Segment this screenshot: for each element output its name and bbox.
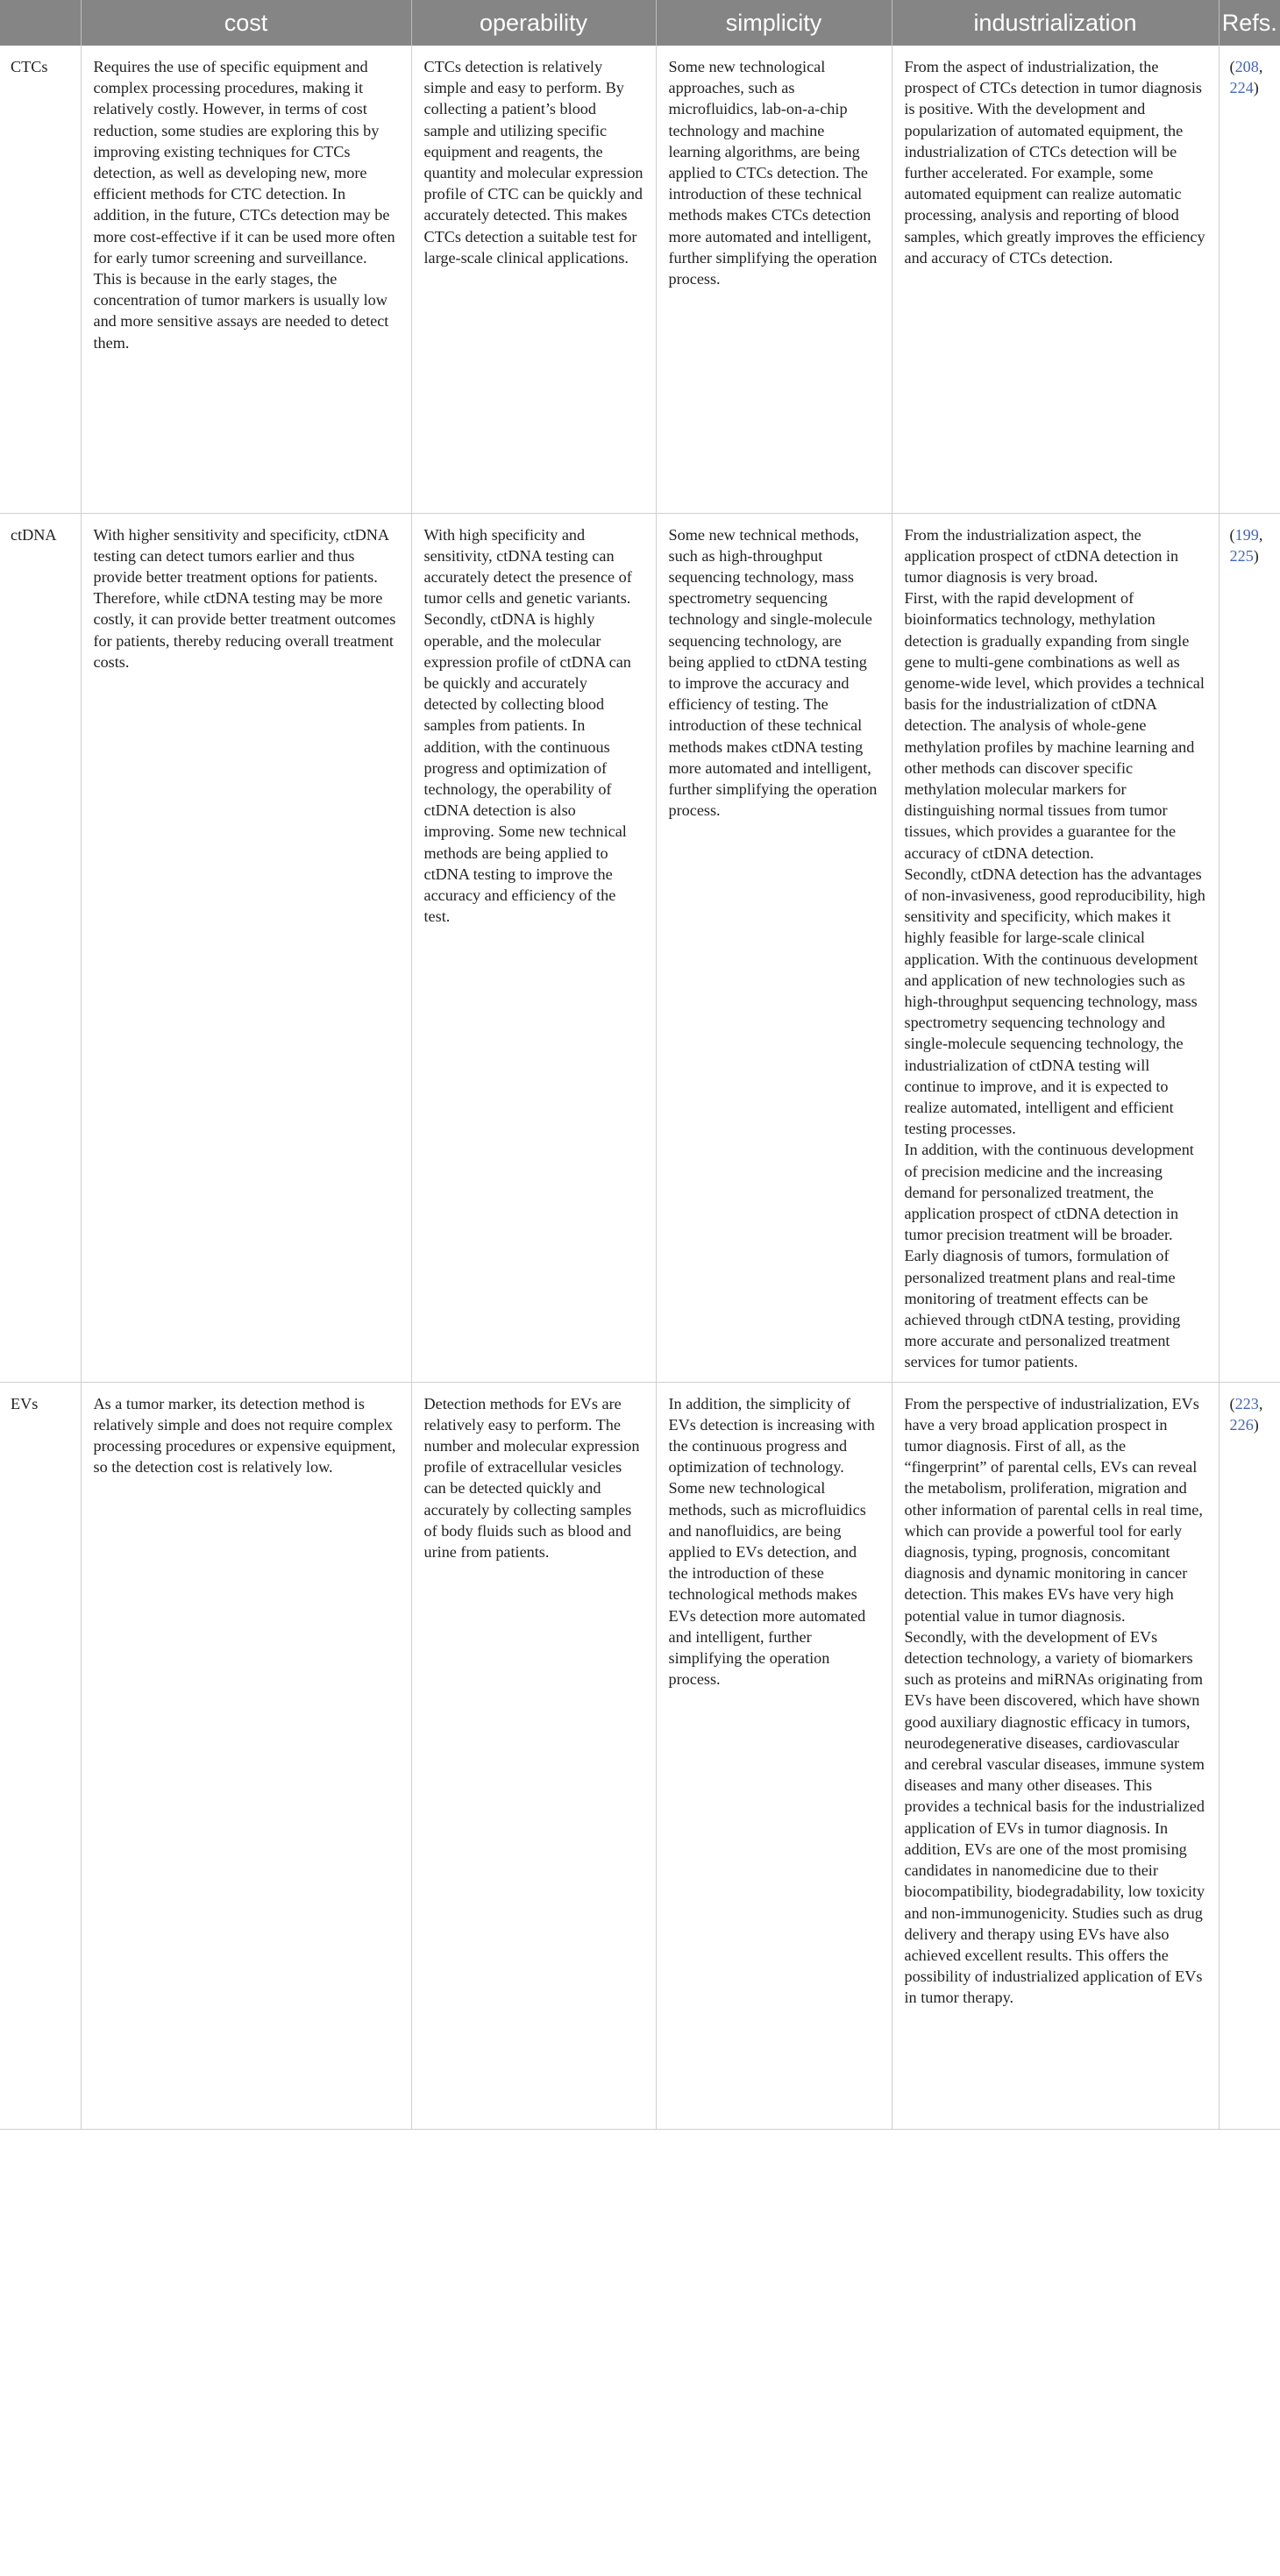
simplicity-paragraph: In addition, the simplicity of EVs detection is increasing with the continuous progress and optimization of technology. Some new technological methods, such as microfluidics and nanofluidics, are being applied to EVs detection, and the introduction of these technological methods makes EVs detection more automated and intelligent, further simplifying the operation process. (668, 1394, 875, 1689)
operability-paragraph: With high specificity and sensitivity, ctDNA testing can accurately detect the presence of tumor cells and genetic variants. (423, 525, 632, 608)
refs-open-paren: ( (1229, 525, 1235, 544)
reference-link[interactable]: 208 (1234, 58, 1259, 75)
refs-cell (1219, 1382, 1280, 2129)
refs-open-paren: ( (1229, 58, 1235, 75)
refs-open-paren: ( (1229, 1394, 1235, 1413)
industrialization-paragraph: From the aspect of industrialization, the prospect of CTCs detection in tumor diagnosis is positive. With the development and popularization of automated equipment, the industrialization of CTCs detection will be further accelerated. For example, some automated equipment can realize automatic processing, analysis and reporting of blood samples, which greatly improves the efficiency and accuracy of CTCs detection. (904, 58, 1205, 267)
table-row (0, 1382, 1280, 2129)
simplicity-cell (656, 513, 892, 1382)
refs-separator: , (1258, 1394, 1263, 1413)
refs-close-paren: ) (1253, 79, 1259, 97)
header-cost: cost (81, 0, 411, 46)
refs-close-paren: ) (1253, 1415, 1259, 1434)
industrialization-paragraph: Secondly, with the development of EVs detection technology, a variety of biomarkers such as proteins and miRNAs originating from EVs have been discovered, which have shown good auxiliary diagnostic efficacy in tumors, neurodegenerative diseases, cardiovascular and cerebral vascular diseases, immune system diseases and many other diseases. This provides a technical basis for the industrialized application of EVs in tumor diagnosis. In addition, EVs are one of the most promising candidates in nanomedicine due to their biocompatibility, biodegradability, low toxicity and non-immunogenicity. Studies such as drug delivery and therapy using EVs have also achieved excellent results. This offers the possibility of industrialized application of EVs in tumor therapy. (904, 1627, 1205, 2007)
table-row (0, 513, 1280, 1382)
header-row (0, 0, 1280, 46)
cost-paragraph: As a tumor marker, its detection method is relatively simple and does not require complex processing procedures or expensive equipment, so the detection cost is relatively low. (93, 1394, 396, 1477)
cost-paragraph: Requires the use of specific equipment and complex processing procedures, making it relatively costly. However, in terms of cost reduction, some studies are exploring this by improving existing techniques for CTCs detection, as well as developing new, more efficient methods for CTC detection. In addition, in the future, CTCs detection may be more cost-effective if it can be used more often for early tumor screening and surveillance. This is because in the early stages, the concentration of tumor markers is usually low and more sensitive assays are needed to detect them. (93, 58, 395, 352)
simplicity-paragraph: Some new technological approaches, such as microfluidics, lab-on-a-chip technology and machine learning algorithms, are being applied to CTCs detection. The introduction of these technical methods makes CTCs detection more automated and intelligent, further simplifying the operation process. (668, 58, 878, 288)
reference-link[interactable]: 199 (1234, 525, 1259, 544)
operability-cell (411, 46, 656, 513)
header-operability: operability (411, 0, 656, 46)
operability-paragraph: CTCs detection is relatively simple and easy to perform. By collecting a patient’s blood sample and utilizing specific equipment and reagents, the quantity and molecular expression profile of CTC can be quickly and accurately detected. This makes CTCs detection a suitable test for large-scale clinical applications. (423, 58, 644, 267)
industrialization-paragraph: In addition, with the continuous development of precision medicine and the increasing demand for personalized treatment, the application prospect of ctDNA detection in tumor precision treatment will be broader. Early diagnosis of tumors, formulation of personalized treatment plans and real-time monitoring of treatment effects can be achieved through ctDNA testing, providing more accurate and personalized treatment services for tumor patients. (904, 1141, 1194, 1371)
operability-paragraph: Secondly, ctDNA is highly operable, and the molecular expression profile of ctDNA can be quickly and accurately detected by collecting blood samples from patients. In addition, with the continuous progress and optimization of technology, the operability of ctDNA detection is also improving. Some new technical methods are being applied to ctDNA testing to improve the accuracy and efficiency of the test. (423, 610, 631, 926)
header-simplicity: simplicity (656, 0, 892, 46)
operability-cell (411, 513, 656, 1382)
refs-cell (1219, 513, 1280, 1382)
operability-paragraph: Detection methods for EVs are relatively easy to perform. The number and molecular expression profile of extracellular vesicles can be detected quickly and accurately by collecting samples of body fluids such as blood and urine from patients. (423, 1394, 640, 1562)
industrialization-cell (892, 1382, 1219, 2129)
header-refs: Refs. (1219, 0, 1280, 46)
table-row (0, 46, 1280, 513)
industrialization-paragraph: From the perspective of industrialization, EVs have a very broad application prospect in tumor diagnosis. First of all, as the “fingerprint” of parental cells, EVs can reveal the metabolism, proliferation, migration and other information of parental cells in real time, which can provide a powerful tool for early diagnosis, typing, prognosis, concomitant diagnosis and dynamic monitoring in cancer detection. This makes EVs have very high potential value in tumor diagnosis. (904, 1394, 1203, 1625)
industrialization-cell (892, 513, 1219, 1382)
refs-cell (1219, 46, 1280, 513)
reference-link[interactable]: 225 (1229, 546, 1254, 565)
row-label: ctDNA (0, 513, 81, 1382)
industrialization-paragraph: From the industrialization aspect, the application prospect of ctDNA detection in tumor diagnosis is very broad. (904, 525, 1179, 586)
table-body (0, 46, 1280, 2129)
cost-cell (81, 1382, 411, 2129)
row-label: CTCs (0, 46, 81, 513)
simplicity-cell (656, 46, 892, 513)
simplicity-cell (656, 1382, 892, 2129)
header-label (0, 0, 81, 46)
reference-link[interactable]: 224 (1229, 79, 1254, 97)
operability-cell (411, 1382, 656, 2129)
table-header (0, 0, 1280, 46)
cost-paragraph: With higher sensitivity and specificity, ctDNA testing can detect tumors earlier and thus provide better treatment options for patients. Therefore, while ctDNA testing may be more costly, it can provide better treatment outcomes for patients, thereby reducing overall treatment costs. (93, 525, 396, 671)
industrialization-paragraph: First, with the rapid development of bioinformatics technology, methylation detection is gradually expanding from single gene to multi-gene combinations as well as genome-wide level, which provides a technical basis for the industrialization of ctDNA detection. The analysis of whole-gene methylation profiles by machine learning and other methods can discover specific methylation molecular markers for distinguishing normal tissues from tumor tissues, which provides a guarantee for the accuracy of ctDNA detection. (904, 589, 1205, 862)
industrialization-paragraph: Secondly, ctDNA detection has the advantages of non-invasiveness, good reproducibility, high sensitivity and specificity, which makes it highly feasible for large-scale clinical application. With the continuous development and application of new technologies such as high-throughput sequencing technology, mass spectrometry sequencing technology and single-molecule sequencing technology, the industrialization of ctDNA testing will continue to improve, and it is expected to realize automated, intelligent and efficient testing processes. (904, 865, 1205, 1138)
reference-link[interactable]: 223 (1234, 1394, 1259, 1413)
reference-link[interactable]: 226 (1229, 1415, 1254, 1434)
simplicity-paragraph: Some new technical methods, such as high-throughput sequencing technology, mass spectrometry sequencing technology and single-molecule sequencing technology, are being applied to ctDNA testing to improve the accuracy and efficiency of testing. The introduction of these technical methods makes ctDNA testing more automated and intelligent, further simplifying the operation process. (668, 525, 878, 820)
cost-cell (81, 46, 411, 513)
industrialization-cell (892, 46, 1219, 513)
refs-separator: , (1258, 525, 1263, 544)
cost-cell (81, 513, 411, 1382)
row-label: EVs (0, 1382, 81, 2129)
refs-close-paren: ) (1253, 546, 1259, 565)
header-industrialization: industrialization (892, 0, 1219, 46)
refs-separator: , (1258, 58, 1263, 75)
